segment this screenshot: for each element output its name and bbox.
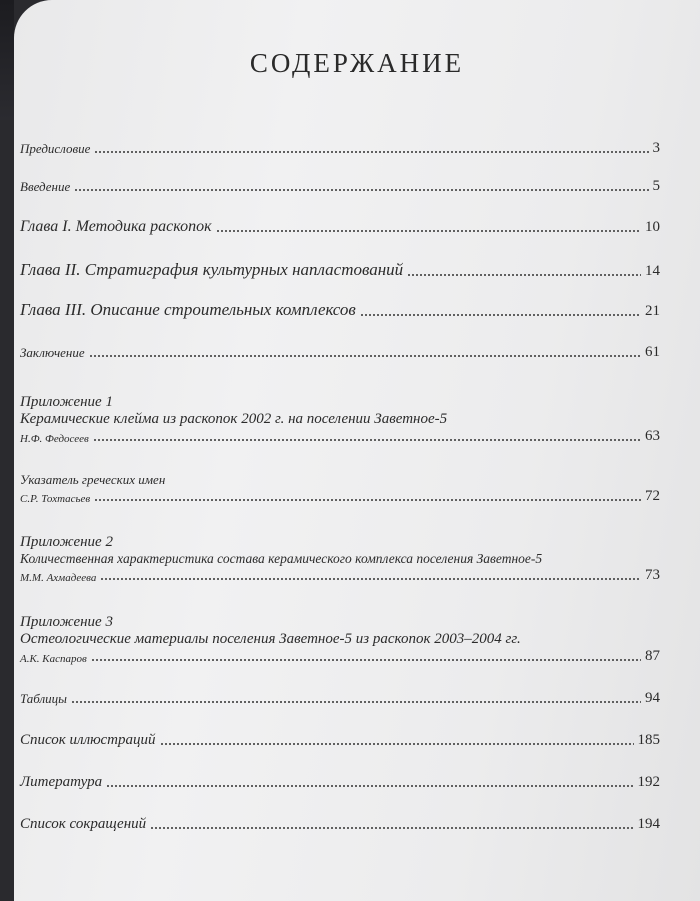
toc-entry-appendix-1[interactable] — [20, 394, 660, 445]
photo-background — [0, 0, 14, 120]
leader-dots — [360, 314, 641, 316]
toc-label: Предисловие — [20, 141, 91, 156]
appendix-heading: Приложение 1 — [20, 394, 113, 410]
toc-page-number: 3 — [652, 140, 660, 156]
toc-page-number: 194 — [637, 816, 660, 832]
appendix-author: М.М. Ахмадеева — [20, 572, 97, 584]
toc-entry-abbreviations[interactable] — [20, 816, 660, 833]
leader-dots — [407, 274, 641, 276]
leader-dots — [106, 785, 633, 787]
toc-entry-appendix-3[interactable] — [20, 614, 660, 665]
toc-page-number: 185 — [637, 732, 660, 748]
toc-entry-chapter-3[interactable] — [20, 300, 660, 320]
appendix-author: Н.Ф. Федосеев — [20, 433, 89, 445]
leader-dots — [91, 659, 641, 661]
toc-entry-tables[interactable] — [20, 690, 660, 707]
toc-page-number: 21 — [645, 303, 660, 319]
leader-dots — [100, 578, 641, 580]
toc-page-number: 61 — [645, 344, 660, 360]
toc-page-number: 5 — [652, 178, 660, 194]
appendix-heading: Приложение 2 — [20, 534, 113, 550]
toc-entry-introduction[interactable] — [20, 178, 660, 195]
appendix-title: Остеологические материалы поселения Заветное-5 из раскопок 2003–2004 гг. — [20, 631, 521, 647]
toc-entry-literature[interactable] — [20, 774, 660, 791]
toc-label: Глава II. Стратиграфия культурных напластований — [20, 260, 404, 279]
toc-entry-preface[interactable] — [20, 140, 660, 157]
index-title: Указатель греческих имен — [20, 472, 166, 487]
toc-page-number: 63 — [645, 428, 660, 444]
toc-page-number: 10 — [645, 219, 660, 235]
toc-label: Заключение — [20, 345, 85, 360]
toc-entry-illustrations[interactable] — [20, 732, 660, 749]
leader-dots — [94, 151, 648, 153]
leader-dots — [93, 439, 641, 441]
toc-page-number: 14 — [645, 263, 660, 279]
toc-label: Глава I. Методика раскопок — [20, 218, 212, 235]
appendix-title: Количественная характеристика состава керамического комплекса поселения Заветное-5 — [20, 551, 543, 566]
leader-dots — [94, 499, 641, 501]
leader-dots — [71, 701, 641, 703]
toc-entry-chapter-1[interactable] — [20, 218, 660, 236]
toc-entry-appendix-2[interactable] — [20, 534, 660, 584]
book-page — [14, 0, 700, 901]
leader-dots — [150, 827, 633, 829]
toc-entry-chapter-2[interactable] — [20, 260, 660, 280]
toc-entry-greek-names-index[interactable] — [20, 472, 660, 505]
toc-label: Литература — [20, 774, 103, 790]
leader-dots — [89, 355, 641, 357]
toc-entry-conclusion[interactable] — [20, 344, 660, 361]
toc-label: Список сокращений — [20, 816, 147, 832]
toc-label: Введение — [20, 179, 71, 194]
leader-dots — [74, 189, 648, 191]
toc-label: Список иллюстраций — [20, 732, 156, 748]
toc-page-number: 94 — [645, 690, 660, 706]
index-author: С.Р. Тохтасьев — [20, 493, 91, 505]
appendix-author: А.К. Каспаров — [20, 653, 87, 665]
page-title: СОДЕРЖАНИЕ — [249, 48, 465, 78]
toc-page-number: 73 — [645, 567, 660, 583]
leader-dots — [216, 230, 641, 232]
appendix-title: Керамические клейма из раскопок 2002 г. на поселении Заветное-5 — [20, 411, 448, 427]
toc-label: Таблицы — [20, 691, 67, 706]
appendix-heading: Приложение 3 — [20, 614, 113, 630]
toc-page-number: 192 — [637, 774, 660, 790]
leader-dots — [160, 743, 634, 745]
toc-page-number: 87 — [645, 648, 660, 664]
toc-label: Глава III. Описание строительных комплексов — [20, 300, 356, 319]
toc-page-number: 72 — [645, 488, 660, 504]
